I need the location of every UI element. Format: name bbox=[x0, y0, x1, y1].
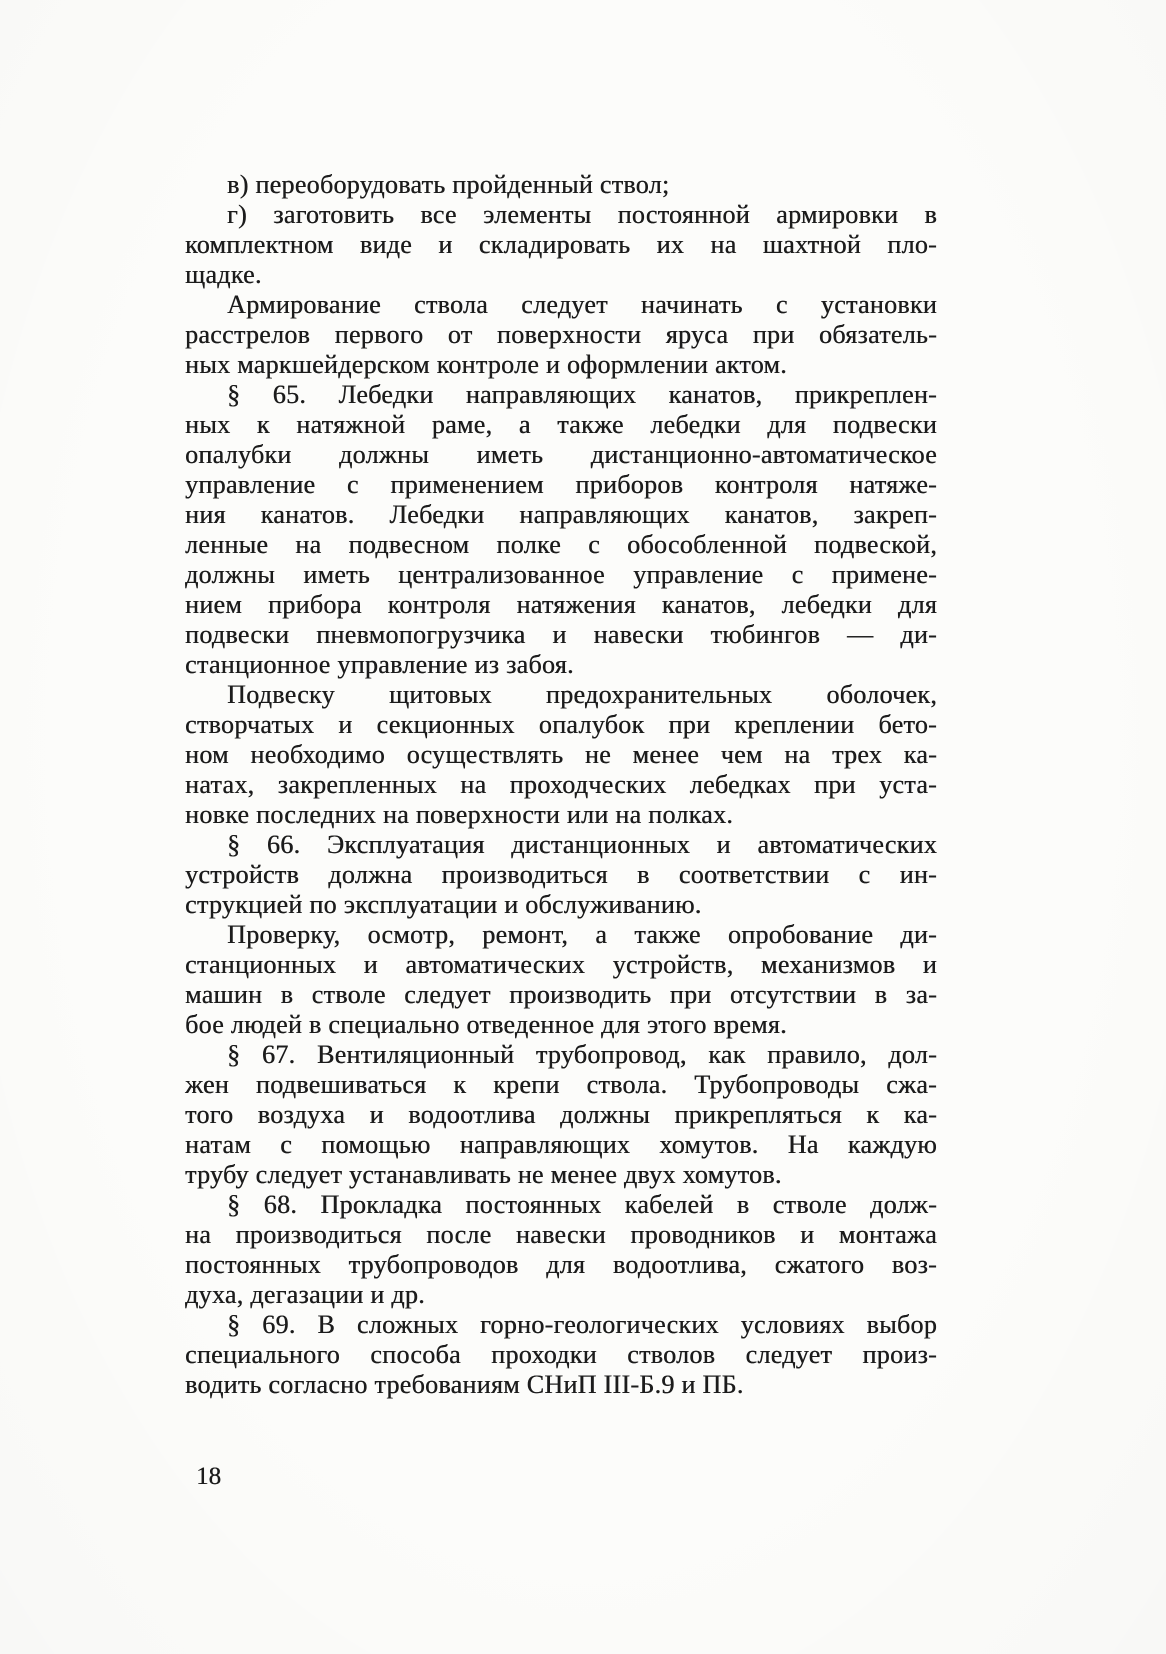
text-line: бое людей в специально отведенное для этого время. bbox=[185, 1010, 787, 1039]
text-block bbox=[185, 170, 937, 1400]
text-line: струкцией по эксплуатации и обслуживанию. bbox=[185, 890, 702, 919]
text-line: ния канатов. Лебедки направляющих канатов, закреп- bbox=[185, 500, 937, 529]
text-line: устройств должна производиться в соответствии с ин- bbox=[185, 860, 937, 889]
text-line: станционное управление из забоя. bbox=[185, 650, 574, 679]
text-line: § 69. В сложных горно-геологических условиях выбор bbox=[227, 1310, 937, 1339]
text-line: в) переоборудовать пройденный ствол; bbox=[227, 170, 670, 199]
text-line: духа, дегазации и др. bbox=[185, 1280, 425, 1309]
text-line: ных маркшейдерском контроле и оформлении актом. bbox=[185, 350, 787, 379]
text-line: § 66. Эксплуатация дистанционных и автоматических bbox=[227, 830, 937, 859]
text-line: опалубки должны иметь дистанционно-автоматическое bbox=[185, 440, 937, 469]
text-line: постоянных трубопроводов для водоотлива, сжатого воз- bbox=[185, 1250, 937, 1279]
text-line: § 68. Прокладка постоянных кабелей в стволе долж- bbox=[227, 1190, 937, 1219]
text-line: ном необходимо осуществлять не менее чем на трех ка- bbox=[185, 740, 937, 769]
text-line: г) заготовить все элементы постоянной армировки в bbox=[227, 200, 937, 229]
page-number: 18 bbox=[196, 1463, 221, 1490]
text-line: комплектном виде и складировать их на шахтной пло- bbox=[185, 230, 937, 259]
text-line: новке последних на поверхности или на полках. bbox=[185, 800, 734, 829]
text-line: станционных и автоматических устройств, механизмов и bbox=[185, 950, 937, 979]
text-line: § 67. Вентиляционный трубопровод, как правило, дол- bbox=[227, 1040, 937, 1069]
text-line: ных к натяжной раме, а также лебедки для подвески bbox=[185, 410, 937, 439]
text-line: натам с помощью направляющих хомутов. На каждую bbox=[185, 1130, 937, 1159]
text-line: на производиться после навески проводников и монтажа bbox=[185, 1220, 937, 1249]
text-line: трубу следует устанавливать не менее двух хомутов. bbox=[185, 1160, 782, 1189]
text-line: Армирование ствола следует начинать с установки bbox=[227, 290, 937, 319]
text-line: Проверку, осмотр, ремонт, а также опробование ди- bbox=[227, 920, 937, 949]
text-line: жен подвешиваться к крепи ствола. Трубопроводы сжа- bbox=[185, 1070, 937, 1099]
text-line: ленные на подвесном полке с обособленной подвеской, bbox=[185, 530, 937, 559]
text-line: подвески пневмопогрузчика и навески тюбингов — ди- bbox=[185, 620, 937, 649]
text-line: щадке. bbox=[185, 260, 262, 289]
text-line: специального способа проходки стволов следует произ- bbox=[185, 1340, 937, 1369]
text-line: машин в стволе следует производить при отсутствии в за- bbox=[185, 980, 937, 1009]
text-line: нием прибора контроля натяжения канатов, лебедки для bbox=[185, 590, 937, 619]
text-line: § 65. Лебедки направляющих канатов, прикреплен- bbox=[227, 380, 937, 409]
text-line: расстрелов первого от поверхности яруса при обязатель- bbox=[185, 320, 937, 349]
text-line: водить согласно требованиям СНиП III-Б.9 и ПБ. bbox=[185, 1370, 744, 1399]
text-line: должны иметь централизованное управление с примене- bbox=[185, 560, 937, 589]
text-line: натах, закрепленных на проходческих лебедках при уста- bbox=[185, 770, 937, 799]
text-line: Подвеску щитовых предохранительных оболочек, bbox=[227, 680, 937, 709]
text-line: того воздуха и водоотлива должны прикрепляться к ка- bbox=[185, 1100, 937, 1129]
text-line: створчатых и секционных опалубок при креплении бето- bbox=[185, 710, 937, 739]
text-line: управление с применением приборов контроля натяже- bbox=[185, 470, 937, 499]
